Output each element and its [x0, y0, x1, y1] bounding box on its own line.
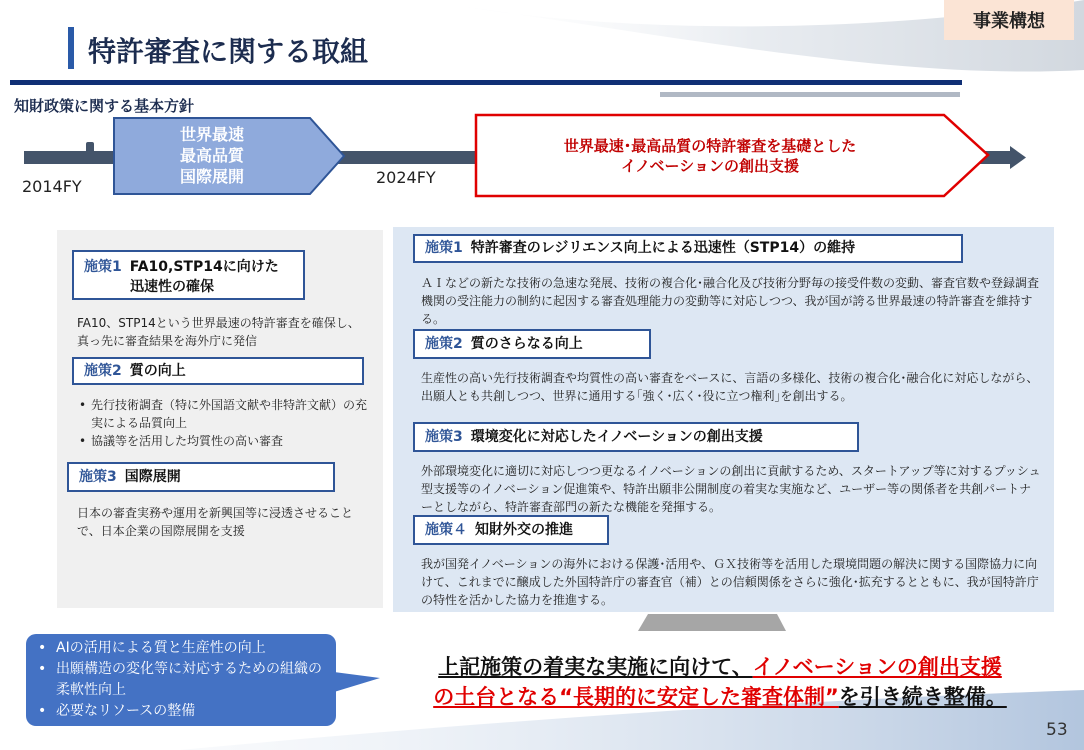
right-measure-2-text: 生産性の高い先行技術調査や均質性の高い審査をベースに、言語の多様化、技術の複合化･融合化に対応しながら、出願人とも共創しつつ、世界に通用する｢強く･広く･役に立つ権利｣を創出する。	[421, 371, 1039, 403]
callout-pointer	[334, 672, 380, 692]
right-measure-3-heading	[413, 422, 859, 452]
measure-title: 質の向上	[129, 363, 186, 379]
left-measure-3-heading	[67, 462, 335, 492]
bullet-item: • 先行技術調査（特に外国語文献や非特許文献）の充実による品質向上	[79, 396, 375, 432]
phase1-line: 世界最速	[179, 125, 244, 144]
conclusion-part2: イノベーションの創出支援	[752, 655, 1002, 679]
year-start: 2014FY	[22, 177, 82, 196]
title-underline	[10, 80, 962, 85]
title-underline-gray	[660, 92, 960, 97]
left-measure-1-text: FA10、STP14という世界最速の特許審査を確保し、真っ先に審査結果を海外庁に発信	[77, 316, 360, 348]
phase2-label	[480, 136, 940, 176]
measure-number: 施策1	[84, 259, 122, 275]
right-measure-4-text: 我が国発イノベーションの海外における保護･活用や、ＧＸ技術等を活用した環境問題の解決に関する国際協力に向けて、これまでに醸成した外国特許庁の審査官（補）との信頼関係をさらに強化･拡充するとともに、我が国特許庁の特性を活かした協力を推進する。	[421, 557, 1039, 607]
measure-number: 施策４	[425, 522, 467, 538]
phase2-line: 世界最速･最高品質の特許審査を基礎とした	[563, 137, 857, 155]
right-measure-1-text: ＡＩなどの新たな技術の急速な発展、技術の複合化･融合化及び技術分野毎の接受件数の変動、審査官数や登録調査機関の受注能力の制約に起因する審査処理能力の変動等に対応しつつ、我が国が誇る世界最速の特許審査を維持する。	[421, 276, 1040, 326]
right-measure-4-heading	[413, 515, 609, 545]
left-measure-2-heading	[72, 357, 364, 385]
timeline-arrowhead	[1010, 146, 1026, 169]
year-mid: 2024FY	[376, 168, 436, 187]
up-arrow-triangle	[638, 614, 786, 631]
measure-title: 特許審査のレジリエンス向上による迅速性（STP14）の維持	[470, 240, 856, 256]
measure-number: 施策3	[79, 469, 117, 485]
conclusion-part4: を引き続き整備。	[838, 685, 1007, 709]
measure-title-line2: 迅速性の確保	[130, 279, 214, 295]
measure-title: 知財外交の推進	[475, 522, 573, 538]
page-title: 特許審査に関する取組	[88, 35, 369, 68]
callout-item: • 必要なリソースの整備	[36, 701, 328, 722]
conclusion-text	[396, 652, 1044, 712]
callout-item: • AIの活用による質と生産性の向上	[36, 638, 328, 659]
current-measures-panel	[393, 227, 1054, 612]
measure-number: 施策2	[84, 363, 122, 379]
measure-title: FA10,STP14に向けた	[129, 259, 279, 275]
phase1-label	[114, 124, 310, 187]
callout-item: • 出願構造の変化等に対応するための組織の柔軟性向上	[36, 659, 328, 701]
right-measure-3-text: 外部環境変化に適切に対応しつつ更なるイノベーションの創出に貢献するため、スタートアップ等に対するプッシュ型支援等のイノベーション促進策や、特許出願非公開制度の着実な実施など、ユーザー等の関係者を共創パートナーとしながら、特許審査部門の新たな機能を発揮する。	[421, 464, 1041, 514]
right-measure-2-heading	[413, 329, 651, 359]
page-number: 53	[1046, 720, 1068, 740]
conclusion-part3: の土台となる“長期的に安定した審査体制”	[433, 685, 839, 709]
left-measure-3-text: 日本の審査実務や運用を新興国等に浸透させることで、日本企業の国際展開を支援	[77, 506, 354, 538]
policy-label: 知財政策に関する基本方針	[14, 97, 195, 115]
left-measure-2-text	[79, 396, 375, 450]
right-measure-1-heading	[413, 234, 963, 263]
measure-title: 環境変化に対応したイノベーションの創出支援	[470, 429, 763, 445]
phase1-line: 国際展開	[179, 167, 244, 186]
measure-title: 国際展開	[124, 469, 181, 485]
measure-title: 質のさらなる向上	[470, 336, 583, 352]
left-measure-1-heading	[72, 250, 305, 300]
previous-measures-panel	[57, 230, 383, 608]
phase1-line: 最高品質	[179, 146, 244, 165]
measure-number: 施策1	[425, 240, 463, 256]
measure-number: 施策2	[425, 336, 463, 352]
title-accent-bar	[68, 27, 74, 69]
requirements-callout	[26, 634, 336, 726]
conclusion-part1: 上記施策の着実な実施に向けて、	[438, 655, 753, 679]
phase2-line: イノベーションの創出支援	[621, 157, 799, 175]
section-tag: 事業構想	[944, 0, 1074, 40]
measure-number: 施策3	[425, 429, 463, 445]
bullet-item: • 協議等を活用した均質性の高い審査	[79, 432, 375, 450]
